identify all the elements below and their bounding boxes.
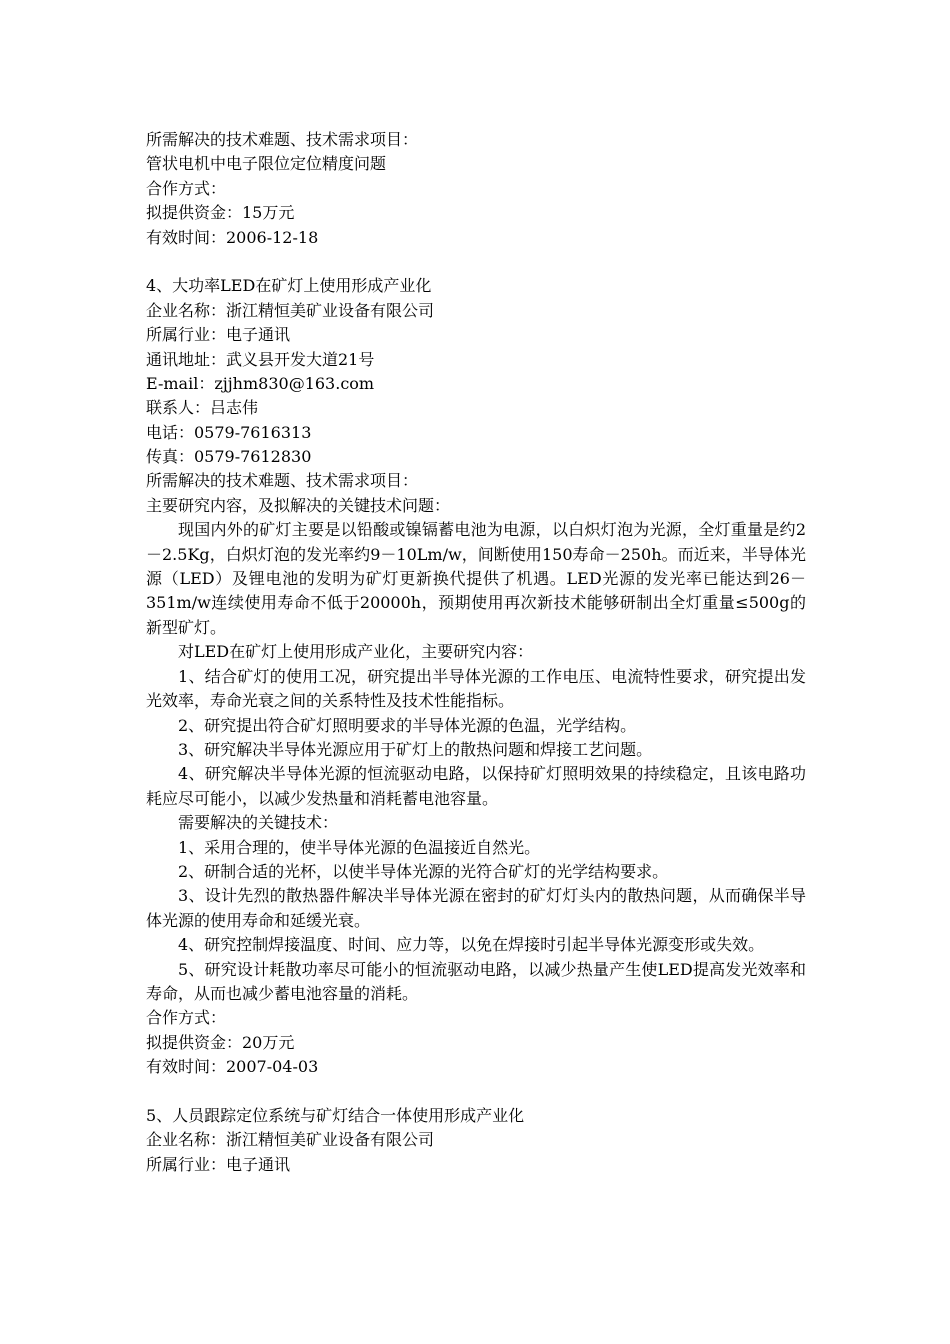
- funding: 拟提供资金：20万元: [146, 1032, 295, 1052]
- tech-need-heading: 所需解决的技术难题、技术需求项目：: [146, 471, 419, 491]
- valid-until: 有效时间：2006-12-18: [146, 227, 319, 247]
- phone: 电话：0579-7616313: [146, 422, 312, 442]
- fax: 传真：0579-7612830: [146, 447, 312, 467]
- company-name: 企业名称：浙江精恒美矿业设备有限公司: [146, 1130, 435, 1150]
- research-item: 3、研究解决半导体光源应用于矿灯上的散热问题和焊接工艺问题。: [178, 739, 653, 759]
- address: 通讯地址：武义县开发大道21号: [146, 349, 375, 369]
- research-item: 2、研究提出符合矿灯照明要求的半导体光源的色温，光学结构。: [178, 715, 637, 735]
- cooperation-label: 合作方式：: [146, 178, 227, 198]
- key-tech-item: 4、研究控制焊接温度、时间、应力等，以免在焊接时引起半导体光源变形或失效。: [178, 935, 765, 955]
- tech-need: 管状电机中电子限位定位精度问题: [146, 154, 387, 174]
- industry: 所属行业：电子通讯: [146, 1154, 291, 1174]
- industry: 所属行业：电子通讯: [146, 325, 291, 345]
- funding: 拟提供资金：15万元: [146, 203, 295, 223]
- key-tech-item: 5、研究设计耗散功率尽可能小的恒流驱动电路，以减少热量产生使LED提高发光效率和寿命，从而也减少蓄电池容量的消耗。: [146, 959, 806, 1003]
- document-body: [146, 128, 806, 1177]
- spacer: [146, 1080, 806, 1104]
- tech-need-heading: 所需解决的技术难题、技术需求项目：: [146, 130, 419, 149]
- research-heading: 主要研究内容，及拟解决的关键技术问题：: [146, 495, 451, 515]
- intro-paragraph: 现国内外的矿灯主要是以铅酸或镍镉蓄电池为电源，以白炽灯泡为光源，全灯重量是约2－2.5Kg，白炽灯泡的发光率约9－10Lm/w，间断使用150寿命－250h。而近来，半导体光源（LED）及锂电池的发明为矿灯更新换代提供了机遇。LED光源的发光率已能达到26－351m/w连续使用寿命不低于20000h，预期使用再次新技术能够研制出全灯重量≤500g的新型矿灯。: [146, 520, 806, 637]
- spacer: [146, 250, 806, 274]
- research-intro: 对LED在矿灯上使用形成产业化，主要研究内容：: [178, 642, 534, 662]
- key-tech-item: 2、研制合适的光杯，以使半导体光源的光符合矿灯的光学结构要求。: [178, 861, 669, 881]
- research-item: 4、研究解决半导体光源的恒流驱动电路，以保持矿灯照明效果的持续稳定，且该电路功耗应尽可能小，以减少发热量和消耗蓄电池容量。: [146, 764, 806, 808]
- cooperation-label: 合作方式：: [146, 1008, 227, 1028]
- company-name: 企业名称：浙江精恒美矿业设备有限公司: [146, 300, 435, 320]
- email: E-mail：zjjhm830@163.com: [146, 373, 375, 393]
- valid-until: 有效时间：2007-04-03: [146, 1057, 319, 1077]
- key-tech-intro: 需要解决的关键技术：: [178, 813, 339, 833]
- contact-person: 联系人：吕志伟: [146, 398, 259, 418]
- research-item: 1、结合矿灯的使用工况，研究提出半导体光源的工作电压、电流特性要求，研究提出发光效率，寿命光衰之间的关系特性及技术性能指标。: [146, 666, 806, 711]
- key-tech-item: 1、采用合理的，使半导体光源的色温接近自然光。: [178, 837, 541, 857]
- project-title: 5、人员跟踪定位系统与矿灯结合一体使用形成产业化: [146, 1105, 525, 1125]
- project-title: 4、大功率LED在矿灯上使用形成产业化: [146, 276, 432, 296]
- key-tech-item: 3、设计先烈的散热器件解决半导体光源在密封的矿灯灯头内的散热问题，从而确保半导体光源的使用寿命和延缓光衰。: [146, 886, 806, 930]
